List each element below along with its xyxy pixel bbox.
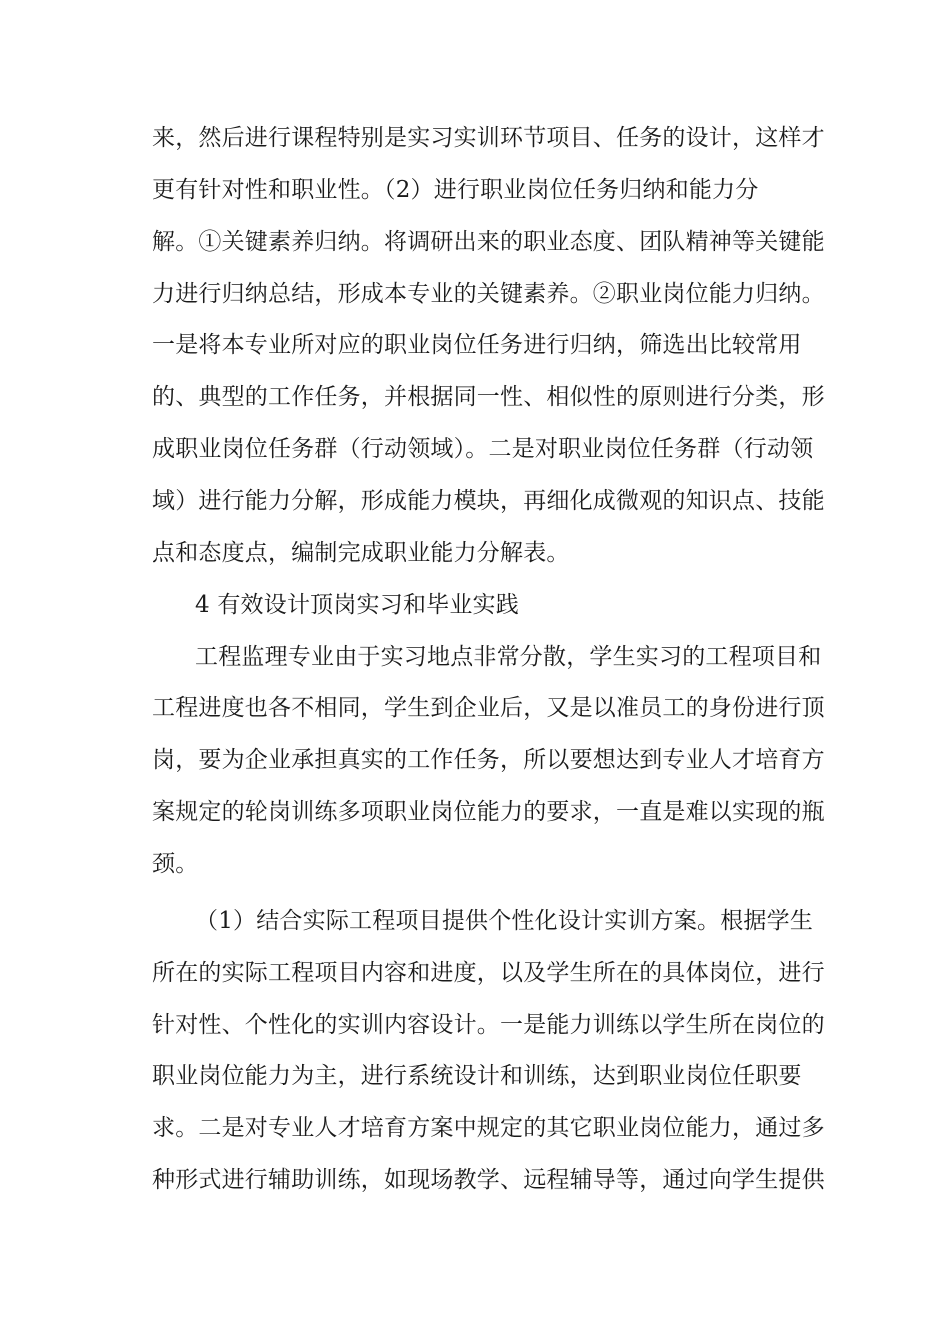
- text-line: 域）进行能力分解，形成能力模块，再细化成微观的知识点、技能: [152, 488, 825, 514]
- text-line: 解。①关键素养归纳。将调研出来的职业态度、团队精神等关键能: [152, 229, 825, 255]
- text-line: 案规定的轮岗训练多项职业岗位能力的要求，一直是难以实现的瓶: [152, 799, 825, 825]
- text-line: （1）结合实际工程项目提供个性化设计实训方案。根据学生: [195, 908, 814, 934]
- text-line: 一是将本专业所对应的职业岗位任务进行归纳，筛选出比较常用: [152, 332, 802, 358]
- text-line: 所在的实际工程项目内容和进度，以及学生所在的具体岗位，进行: [152, 960, 825, 986]
- text-line: 更有针对性和职业性。（2）进行职业岗位任务归纳和能力分: [152, 177, 759, 203]
- text-line: 工程进度也各不相同，学生到企业后，又是以准员工的身份进行顶: [152, 695, 825, 721]
- text-line: 职业岗位能力为主，进行系统设计和训练，达到职业岗位任职要: [152, 1063, 802, 1089]
- text-line: 成职业岗位任务群（行动领域）。二是对职业岗位任务群（行动领: [152, 436, 814, 462]
- text-line: 求。二是对专业人才培育方案中规定的其它职业岗位能力，通过多: [152, 1115, 825, 1141]
- text-line: 来，然后进行课程特别是实习实训环节项目、任务的设计，这样才: [152, 125, 825, 151]
- section-heading: 4 有效设计顶岗实习和毕业实践: [195, 592, 519, 618]
- text-line: 针对性、个性化的实训内容设计。一是能力训练以学生所在岗位的: [152, 1012, 825, 1038]
- text-line: 工程监理专业由于实习地点非常分散，学生实习的工程项目和: [195, 644, 822, 670]
- text-line: 种形式进行辅助训练，如现场教学、远程辅导等，通过向学生提供: [152, 1167, 825, 1193]
- text-line: 的、典型的工作任务，并根据同一性、相似性的原则进行分类，形: [152, 384, 825, 410]
- text-line: 岗，要为企业承担真实的工作任务，所以要想达到专业人才培育方: [152, 747, 825, 773]
- text-line: 颈。: [152, 851, 199, 877]
- text-line: 力进行归纳总结，形成本专业的关键素养。②职业岗位能力归纳。: [152, 281, 825, 307]
- text-line: 点和态度点，编制完成职业能力分解表。: [152, 540, 570, 566]
